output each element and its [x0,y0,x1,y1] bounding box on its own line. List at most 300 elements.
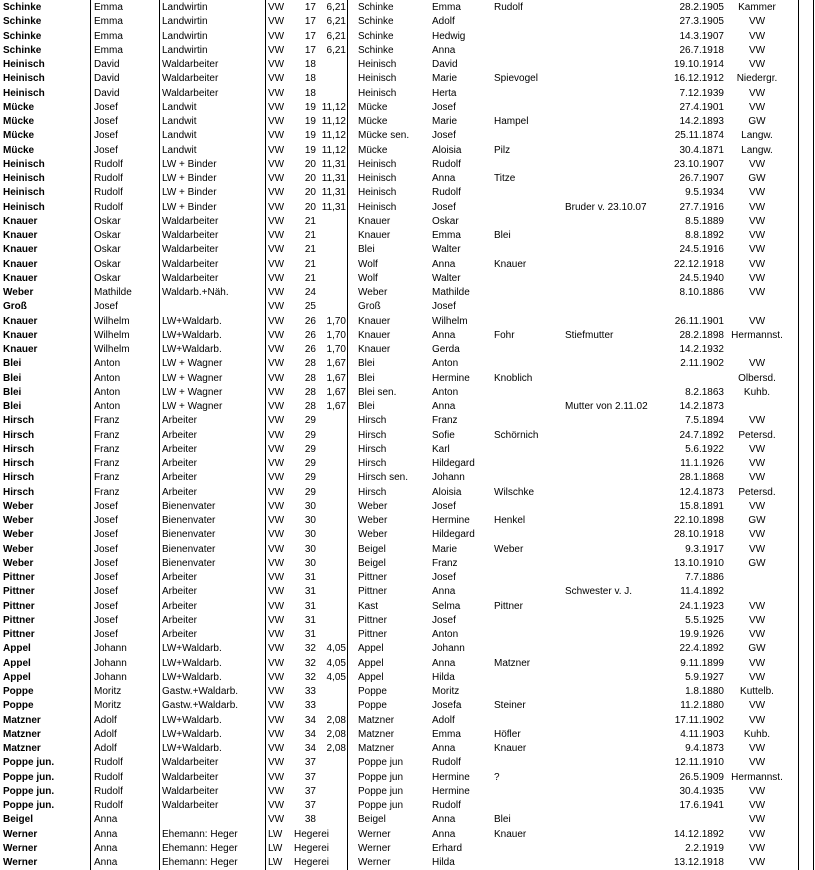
area-cell [318,785,346,799]
firstname-cell: Walter [432,244,461,256]
ward-cell: VW [268,173,285,184]
birthdate-cell: 8.5.1889 [685,215,724,227]
maiden-name-cell [494,129,562,143]
remark-cell: Bruder v. 23.10.07 [565,201,647,213]
area-cell: 11,12 [321,130,346,142]
house-number-cell: 29 [304,486,316,498]
surname-cell: Schinke [358,2,394,13]
surname-cell: Mücke [358,116,388,127]
firstname-cell: Hilda [432,857,455,868]
birthplace-cell: VW [748,30,766,42]
surname-cell: Heinisch [358,173,397,184]
occupation-cell: Waldarbeiter [162,771,219,783]
firstname-cell: Josef [432,301,456,313]
maiden-name-cell [494,272,562,286]
owner-surname-cell: Poppe jun. [3,771,55,783]
surname-cell: Poppe jun [358,757,404,769]
owner-firstname-cell: Franz [94,458,120,469]
birthdate-cell: 30.4.1935 [679,785,724,797]
owner-surname-cell: Poppe jun. [3,757,55,769]
ward-cell: VW [268,643,285,655]
owner-surname-cell: Schinke [3,44,42,56]
birthplace-cell: VW [748,59,766,70]
area-cell: 11,31 [321,158,346,170]
owner-surname-cell: Weber [3,543,34,555]
owner-firstname-cell: Wilhelm [94,315,130,327]
owner-surname-cell: Heinisch [3,73,45,85]
maiden-name-cell: Rudolf [494,2,523,13]
ward-cell: VW [268,315,285,327]
owner-surname-cell: Werner [3,828,38,840]
ward-cell: VW [268,800,285,811]
house-number-cell: 28 [304,401,316,412]
area-cell: 6,21 [326,2,346,13]
birthplace-cell: Kuttelb. [740,686,774,697]
maiden-name-cell: Hampel [494,116,529,127]
surname-cell: Kast [358,600,379,612]
birthplace-cell: VW [748,743,766,754]
ward-cell: LW [268,842,283,854]
table-row [0,799,815,813]
ward-cell: VW [268,344,285,355]
maiden-name-cell: Knauer [494,828,527,840]
occupation-cell: LW+Waldarb. [162,671,222,683]
birthplace-cell: VW [748,443,766,455]
maiden-name-cell: Knoblich [494,372,533,384]
maiden-name-cell [494,315,562,329]
occupation-cell: Landwit [162,101,197,113]
maiden-name-cell: Fohr [494,329,515,341]
occupation-cell: LW + Wagner [162,358,223,370]
birthdate-cell: 2.11.1902 [680,358,724,370]
owner-firstname-cell: Josef [94,529,118,541]
surname-cell: Hirsch [358,429,387,441]
occupation-cell: Landwirtin [162,16,208,28]
maiden-name-cell [494,386,562,400]
house-number-cell: 32 [304,671,316,683]
surname-cell: Poppe jun [358,771,404,783]
surname-cell: Appel [358,643,384,655]
ward-cell: VW [268,30,285,42]
birthplace-cell: VW [748,287,766,298]
owner-firstname-cell: Adolf [94,714,117,726]
area-cell: 4,05 [326,643,346,655]
house-number-cell: 24 [304,287,316,298]
birthplace-cell: VW [748,44,766,56]
house-number-cell: 21 [304,215,316,227]
table-row [0,728,815,742]
birthdate-cell: 26.5.1909 [679,771,724,783]
owner-surname-cell: Pittner [3,586,35,598]
table-row [0,144,815,158]
owner-surname-cell: Matzner [3,728,41,740]
maiden-name-cell: Titze [494,173,516,184]
table-row [0,72,815,86]
table-row [0,756,815,770]
table-row [0,30,815,44]
surname-cell: Mücke [358,144,388,156]
birthdate-cell: 26.11.1901 [674,315,724,327]
table-row [0,372,815,386]
house-number-cell: 37 [304,757,316,769]
owner-firstname-cell: Johann [94,671,127,683]
firstname-cell: Walter [432,272,461,284]
owner-surname-cell: Blei [3,358,22,370]
birthplace-cell: VW [748,415,766,427]
surname-cell: Pittner [358,572,387,583]
house-number-cell: 38 [304,814,316,826]
table-row [0,514,815,528]
occupation-cell: Landwit [162,144,197,156]
birthplace-cell: VW [748,757,766,769]
birthdate-cell: 5.5.1925 [685,614,724,626]
table-row [0,101,815,115]
birthdate-cell: 22.12.1918 [673,258,724,270]
table-row [0,44,815,58]
surname-cell: Heinisch [358,73,397,85]
owner-surname-cell: Poppe [3,686,34,697]
occupation-cell: LW + Binder [162,158,217,170]
maiden-name-cell: Knauer [494,743,527,754]
owner-firstname-cell: Moritz [94,700,122,712]
birthdate-cell: 26.7.1907 [679,173,724,184]
birthplace-cell: Langw. [741,144,773,156]
birthdate-cell: 7.12.1939 [679,87,724,99]
surname-cell: Hirsch sen. [358,472,409,484]
area-cell: 11,31 [321,201,346,213]
table-row [0,129,815,143]
owner-surname-cell: Mücke [3,101,35,113]
owner-firstname-cell: Josef [94,101,118,113]
birthdate-cell: 26.7.1918 [679,44,724,56]
owner-firstname-cell: Oskar [94,230,121,241]
firstname-cell: Josef [432,572,456,583]
birthplace-cell: VW [748,600,766,612]
occupation-cell: Landwirtin [162,30,208,42]
table-row [0,457,815,471]
occupation-cell: Waldarbeiter [162,800,219,811]
surname-cell: Werner [358,857,391,868]
area-cell: 11,12 [321,101,346,113]
maiden-name-cell [494,756,562,770]
area-cell [318,828,346,842]
owner-firstname-cell: Oskar [94,244,121,256]
birthplace-cell: VW [748,187,766,199]
area-cell [318,258,346,272]
owner-surname-cell: Schinke [3,2,42,13]
house-number-cell: 18 [304,59,316,70]
ward-cell: VW [268,244,285,256]
surname-cell: Weber [358,500,388,512]
occupation-cell: LW+Waldarb. [162,315,222,327]
occupation-cell: Bienenvater [162,500,216,512]
house-number-cell: 30 [304,500,316,512]
birthdate-cell: 13.12.1918 [673,857,724,868]
ward-cell: VW [268,728,285,740]
birthdate-cell: 24.5.1916 [679,244,724,256]
birthdate-cell: 30.4.1871 [679,144,724,156]
owner-surname-cell: Hirsch [3,415,35,427]
maiden-name-cell [494,400,562,414]
table-row [0,471,815,485]
ward-cell: VW [268,329,285,341]
firstname-cell: Gerda [432,344,460,355]
occupation-cell: LW+Waldarb. [162,743,222,754]
birthdate-cell: 11.4.1892 [680,586,724,598]
maiden-name-cell [494,571,562,585]
maiden-name-cell [494,457,562,471]
ward-cell: VW [268,443,285,455]
owner-firstname-cell: Oskar [94,215,121,227]
owner-firstname-cell: David [94,73,120,85]
maiden-name-cell [494,714,562,728]
owner-surname-cell: Appel [3,671,31,683]
table-row [0,500,815,514]
owner-firstname-cell: Oskar [94,258,121,270]
area-cell [318,771,346,785]
maiden-name-cell [494,357,562,371]
house-number-cell: 21 [304,244,316,256]
table-row [0,343,815,357]
birthplace-cell [726,343,788,357]
area-cell [318,243,346,257]
owner-firstname-cell: Rudolf [94,757,123,769]
ward-cell: VW [268,671,285,683]
surname-cell: Blei [358,358,375,370]
birthplace-cell: VW [748,500,766,512]
occupation-cell: LW+Waldarb. [162,714,222,726]
area-cell: 1,70 [326,315,346,327]
firstname-cell: Marie [432,543,458,555]
column-separator [813,0,814,870]
birthdate-cell: 24.1.1923 [679,600,724,612]
table-row [0,856,815,870]
maiden-name-cell: Pilz [494,144,511,156]
occupation-cell [162,300,260,314]
owner-surname-cell: Knauer [3,215,38,227]
birthplace-cell: VW [748,529,766,541]
remark-cell: Schwester v. J. [565,586,633,598]
birthplace-cell: VW [748,101,766,113]
birthdate-cell: 22.4.1892 [679,643,724,655]
firstname-cell: Anna [432,258,456,270]
owner-surname-cell: Hirsch [3,429,35,441]
surname-cell: Blei sen. [358,386,397,398]
owner-surname-cell: Blei [3,372,22,384]
ward-cell: VW [268,44,285,56]
ward-cell: VW [268,700,285,712]
owner-surname-cell: Pittner [3,600,35,612]
house-number-cell: 29 [304,472,316,484]
owner-firstname-cell: Anton [94,386,121,398]
area-cell [318,514,346,528]
ward-cell: VW [268,301,285,313]
occupation-cell: Ehemann: Heger [162,857,238,868]
birthplace-cell: VW [748,814,766,826]
house-number-cell: 17 [304,44,316,56]
owner-surname-cell: Pittner [3,629,35,640]
house-number-cell: Hegerei [294,842,330,854]
maiden-name-cell [494,44,562,58]
birthplace-cell: VW [748,629,766,640]
birthdate-cell: 14.12.1892 [673,828,724,840]
maiden-name-cell [494,528,562,542]
owner-firstname-cell: Adolf [94,728,117,740]
area-cell: 1,70 [326,344,346,355]
maiden-name-cell [494,343,562,357]
occupation-cell: Waldarbeiter [162,258,219,270]
birthdate-cell: 28.2.1898 [679,329,724,341]
birthdate-cell: 8.2.1863 [685,386,724,398]
house-number-cell: 34 [304,728,316,740]
area-cell [318,557,346,571]
owner-surname-cell: Pittner [3,572,35,583]
owner-surname-cell: Poppe [3,700,34,712]
birthplace-cell: Niedergr. [736,73,778,85]
birthplace-cell: VW [748,657,766,669]
owner-surname-cell: Werner [3,842,38,854]
owner-firstname-cell: Emma [94,44,123,56]
ward-cell: VW [268,386,285,398]
birthplace-cell: GW [748,643,766,655]
ward-cell: VW [268,572,285,583]
owner-surname-cell: Knauer [3,258,38,270]
maiden-name-cell: Henkel [494,515,526,526]
owner-surname-cell: Heinisch [3,201,45,213]
birthplace-cell [726,585,788,599]
ward-cell: VW [268,629,285,640]
owner-surname-cell: Heinisch [3,187,45,199]
table-row [0,300,815,314]
maiden-name-cell [494,101,562,115]
area-cell: 1,67 [326,372,346,384]
table-row [0,258,815,272]
owner-firstname-cell: Josef [94,600,118,612]
table-row [0,243,815,257]
owner-firstname-cell: Josef [94,144,118,156]
birthplace-cell: Kuhb. [743,386,771,398]
birthplace-cell [726,300,788,314]
birthplace-cell: Kuhb. [743,728,771,740]
remark-cell: Mutter von 2.11.02 [565,401,648,412]
firstname-cell: Josef [432,201,456,213]
firstname-cell: Erhard [432,842,463,854]
birthdate-cell: 15.8.1891 [679,500,724,512]
house-number-cell: 34 [304,743,316,754]
surname-cell: Beigel [358,557,386,569]
maiden-name-cell [494,286,562,300]
table-row [0,571,815,585]
table-row [0,429,815,443]
ward-cell: VW [268,657,285,669]
surname-cell: Werner [358,828,391,840]
firstname-cell: Franz [432,415,458,427]
birthdate-cell: 2.2.1919 [685,842,724,854]
table-row [0,386,815,400]
house-number-cell: 31 [304,614,316,626]
owner-surname-cell: Mücke [3,144,35,156]
occupation-cell: Waldarb.+Näh. [162,287,229,298]
house-number-cell: 20 [304,173,316,184]
owner-surname-cell: Beigel [3,814,34,826]
birthplace-cell: GW [748,515,766,526]
occupation-cell: Arbeiter [162,486,198,498]
occupation-cell: Arbeiter [162,472,198,484]
birthplace-cell: VW [748,714,766,726]
area-cell [318,600,346,614]
owner-surname-cell: Mücke [3,130,35,142]
firstname-cell: Anna [432,814,456,826]
birthdate-cell: 27.3.1905 [679,16,724,28]
birthplace-cell: Langw. [741,130,773,142]
house-number-cell: 21 [304,272,316,284]
owner-surname-cell: Knauer [3,244,38,256]
house-number-cell: 26 [304,329,316,341]
occupation-cell: Waldarbeiter [162,215,219,227]
owner-firstname-cell: David [94,59,120,70]
column-separator [347,0,348,870]
ward-cell: VW [268,2,285,13]
birthplace-cell: GW [748,173,766,184]
birthdate-cell: 27.7.1916 [679,201,724,213]
house-number-cell: 21 [304,258,316,270]
occupation-cell: Gastw.+Waldarb. [162,686,239,697]
ward-cell: VW [268,201,285,213]
occupation-cell: Waldarbeiter [162,87,219,99]
birthplace-cell: VW [748,458,766,469]
maiden-name-cell [494,628,562,642]
maiden-name-cell [494,685,562,699]
house-number-cell: 28 [304,386,316,398]
surname-cell: Schinke [358,16,394,28]
area-cell [318,756,346,770]
area-cell: 1,67 [326,358,346,370]
owner-firstname-cell: Josef [94,614,118,626]
birthdate-cell: 19.9.1926 [679,629,724,640]
owner-firstname-cell: Josef [94,586,118,598]
owner-firstname-cell: Rudolf [94,785,123,797]
owner-firstname-cell: Rudolf [94,771,123,783]
owner-surname-cell: Knauer [3,329,38,341]
owner-surname-cell: Weber [3,287,34,298]
area-cell: 2,08 [326,714,346,726]
occupation-cell: LW + Wagner [162,401,223,412]
occupation-cell: Waldarbeiter [162,785,219,797]
surname-cell: Hirsch [358,458,387,469]
area-cell [318,471,346,485]
house-number-cell: 29 [304,429,316,441]
firstname-cell: Oskar [432,215,459,227]
firstname-cell: Hedwig [432,30,466,42]
owner-surname-cell: Blei [3,386,22,398]
birthplace-cell: Petersd. [738,429,776,441]
maiden-name-cell [494,30,562,44]
table-row [0,600,815,614]
area-cell [318,856,346,870]
owner-firstname-cell: Anna [94,828,118,840]
birthdate-cell: 8.10.1886 [679,287,724,298]
birthdate-cell [640,813,724,827]
firstname-cell: Anna [432,44,456,56]
area-cell: 4,05 [326,657,346,669]
surname-cell: Blei [358,401,375,412]
maiden-name-cell: Weber [494,543,524,555]
area-cell [318,813,346,827]
occupation-cell: LW + Wagner [162,386,223,398]
firstname-cell: Anna [432,657,456,669]
occupation-cell: Arbeiter [162,614,198,626]
area-cell [318,699,346,713]
